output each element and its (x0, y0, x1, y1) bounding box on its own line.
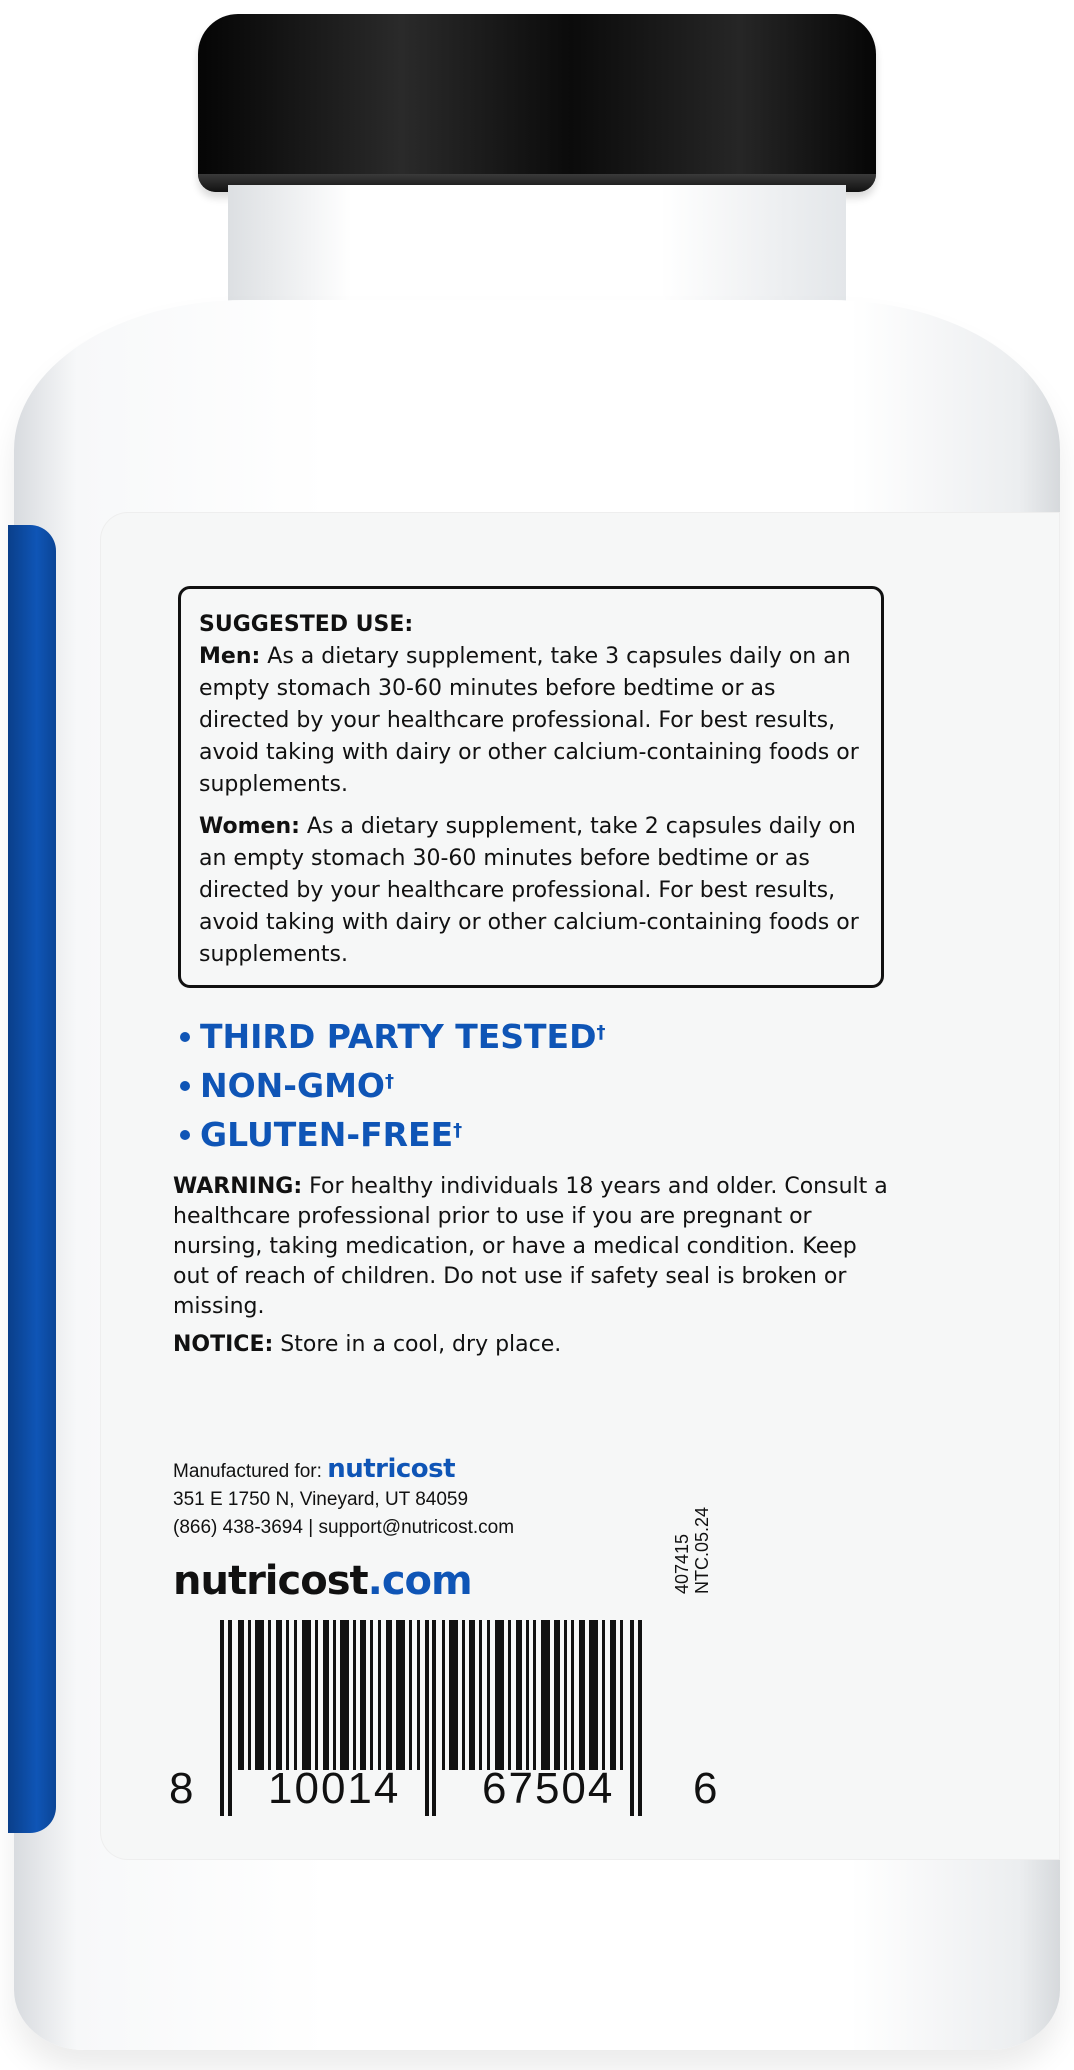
suggested-use-title: SUGGESTED USE: (199, 612, 414, 637)
barcode-bar (286, 1620, 289, 1770)
barcode-bar (495, 1620, 504, 1770)
website-name: nutricost (173, 1558, 368, 1604)
claim-text: THIRD PARTY TESTED (200, 1017, 597, 1056)
barcode-bar (386, 1620, 392, 1770)
website-url (173, 1558, 472, 1604)
barcode-bar (353, 1620, 356, 1770)
barcode-guard-bar (630, 1620, 634, 1816)
barcode-bar (579, 1620, 585, 1770)
barcode-bar (370, 1620, 373, 1770)
notice-body: Store in a cool, dry place. (273, 1332, 562, 1357)
label-blue-stripe (8, 525, 56, 1833)
barcode-bar (255, 1620, 264, 1770)
barcode-guard-bar (638, 1620, 642, 1816)
barcode-bar (554, 1620, 560, 1770)
barcode-bar (516, 1620, 522, 1770)
barcode-first-digit: 8 (169, 1764, 194, 1813)
brand-logo-small: nutricost (327, 1454, 456, 1484)
manufacturer-contact (173, 1514, 514, 1542)
dagger-mark: † (384, 1071, 394, 1092)
bullet-icon (180, 1032, 190, 1042)
barcode-guard-bar (220, 1620, 224, 1816)
women-directions (199, 811, 865, 971)
barcode-bar (294, 1620, 297, 1770)
website-tld: .com (367, 1558, 472, 1604)
bottle-cap (198, 14, 876, 192)
claim-text: GLUTEN-FREE (200, 1115, 454, 1154)
barcode-bar (409, 1620, 412, 1770)
barcode-bar (541, 1620, 550, 1770)
men-directions (199, 641, 865, 801)
barcode-bar (449, 1620, 458, 1770)
barcode-bar (469, 1620, 475, 1770)
barcode-check-digit: 6 (693, 1764, 718, 1813)
barcode-guard-bar (228, 1620, 232, 1816)
barcode-bar (396, 1620, 405, 1770)
manufacturer-address: 351 E 1750 N, Vineyard, UT 84059 (173, 1489, 469, 1510)
barcode-bar (508, 1620, 511, 1770)
barcode-bar (571, 1620, 574, 1770)
dagger-mark: † (596, 1022, 606, 1043)
barcode-bar (302, 1620, 311, 1770)
barcode-bar (417, 1620, 420, 1770)
barcode-bar (378, 1620, 381, 1770)
barcode-left-group: 10014 (268, 1764, 401, 1813)
barcode-bar (533, 1620, 536, 1770)
product-label (100, 512, 1060, 1860)
lot-code (672, 1507, 712, 1594)
barcode-bar (276, 1620, 282, 1770)
product-claims (178, 1012, 605, 1159)
barcode-bar (315, 1620, 318, 1770)
women-label: Women: (199, 814, 300, 839)
barcode-guard-bar (425, 1620, 429, 1816)
barcode-bar (333, 1620, 336, 1770)
barcode-bar (487, 1620, 490, 1770)
barcode-bar (268, 1620, 271, 1770)
manufacturer-line (173, 1455, 514, 1486)
warning-text (173, 1172, 893, 1322)
barcode-bar (526, 1620, 529, 1770)
dagger-mark: † (453, 1120, 463, 1141)
barcode-bar (323, 1620, 329, 1770)
lot-code-line1: 407415 (672, 1533, 692, 1594)
claim-non-gmo (178, 1061, 605, 1110)
bullet-icon (180, 1130, 190, 1140)
notice-label: NOTICE: (173, 1332, 274, 1357)
barcode-bar (479, 1620, 482, 1770)
manufactured-for-label: Manufactured for: (173, 1461, 322, 1482)
bullet-icon (180, 1081, 190, 1091)
barcode-bar (462, 1620, 465, 1770)
notice-text (173, 1330, 561, 1360)
barcode-bar (360, 1620, 366, 1770)
men-label: Men: (199, 644, 261, 669)
barcode-bar (602, 1620, 605, 1770)
warning-body: For healthy individuals 18 years and older. Consult a healthcare professional prior to use if you are pregnant or nursing, taking medication, or have a medical condition. Keep out of reach of children. Do not use if safety seal is broken or missing. (173, 1174, 888, 1319)
claim-gluten-free (178, 1110, 605, 1159)
barcode-bar (564, 1620, 567, 1770)
barcode-bar (238, 1620, 244, 1770)
barcode-guard-bar (432, 1620, 436, 1816)
barcode-bar (589, 1620, 598, 1770)
claim-text: NON-GMO (200, 1066, 385, 1105)
lot-code-line2: NTC.05.24 (692, 1506, 712, 1594)
barcode-bar (442, 1620, 445, 1770)
barcode-bar (610, 1620, 616, 1770)
warning-label: WARNING: (173, 1174, 303, 1199)
claim-third-party-tested (178, 1012, 605, 1061)
manufacturer-email: support@nutricost.com (318, 1517, 515, 1538)
barcode-right-group: 67504 (482, 1764, 615, 1813)
manufacturer-phone: (866) 438-3694 (173, 1517, 303, 1538)
barcode-bar (620, 1620, 623, 1770)
men-text: As a dietary supplement, take 3 capsules daily on an empty stomach 30-60 minutes before bedtime or as directed by your healthcare professional. For best results, avoid taking with dairy or other calcium-containing foods or supplements. (199, 644, 859, 797)
barcode-bar (248, 1620, 251, 1770)
suggested-use-box (178, 586, 884, 988)
barcode-bar (340, 1620, 349, 1770)
contact-separator: | (308, 1517, 314, 1538)
manufacturer-info (173, 1455, 514, 1542)
women-text: As a dietary supplement, take 2 capsules daily on an empty stomach 30-60 minutes before bedtime or as directed by your healthcare professional. For best results, avoid taking with dairy or other calcium-containing foods or supplements. (199, 814, 859, 967)
